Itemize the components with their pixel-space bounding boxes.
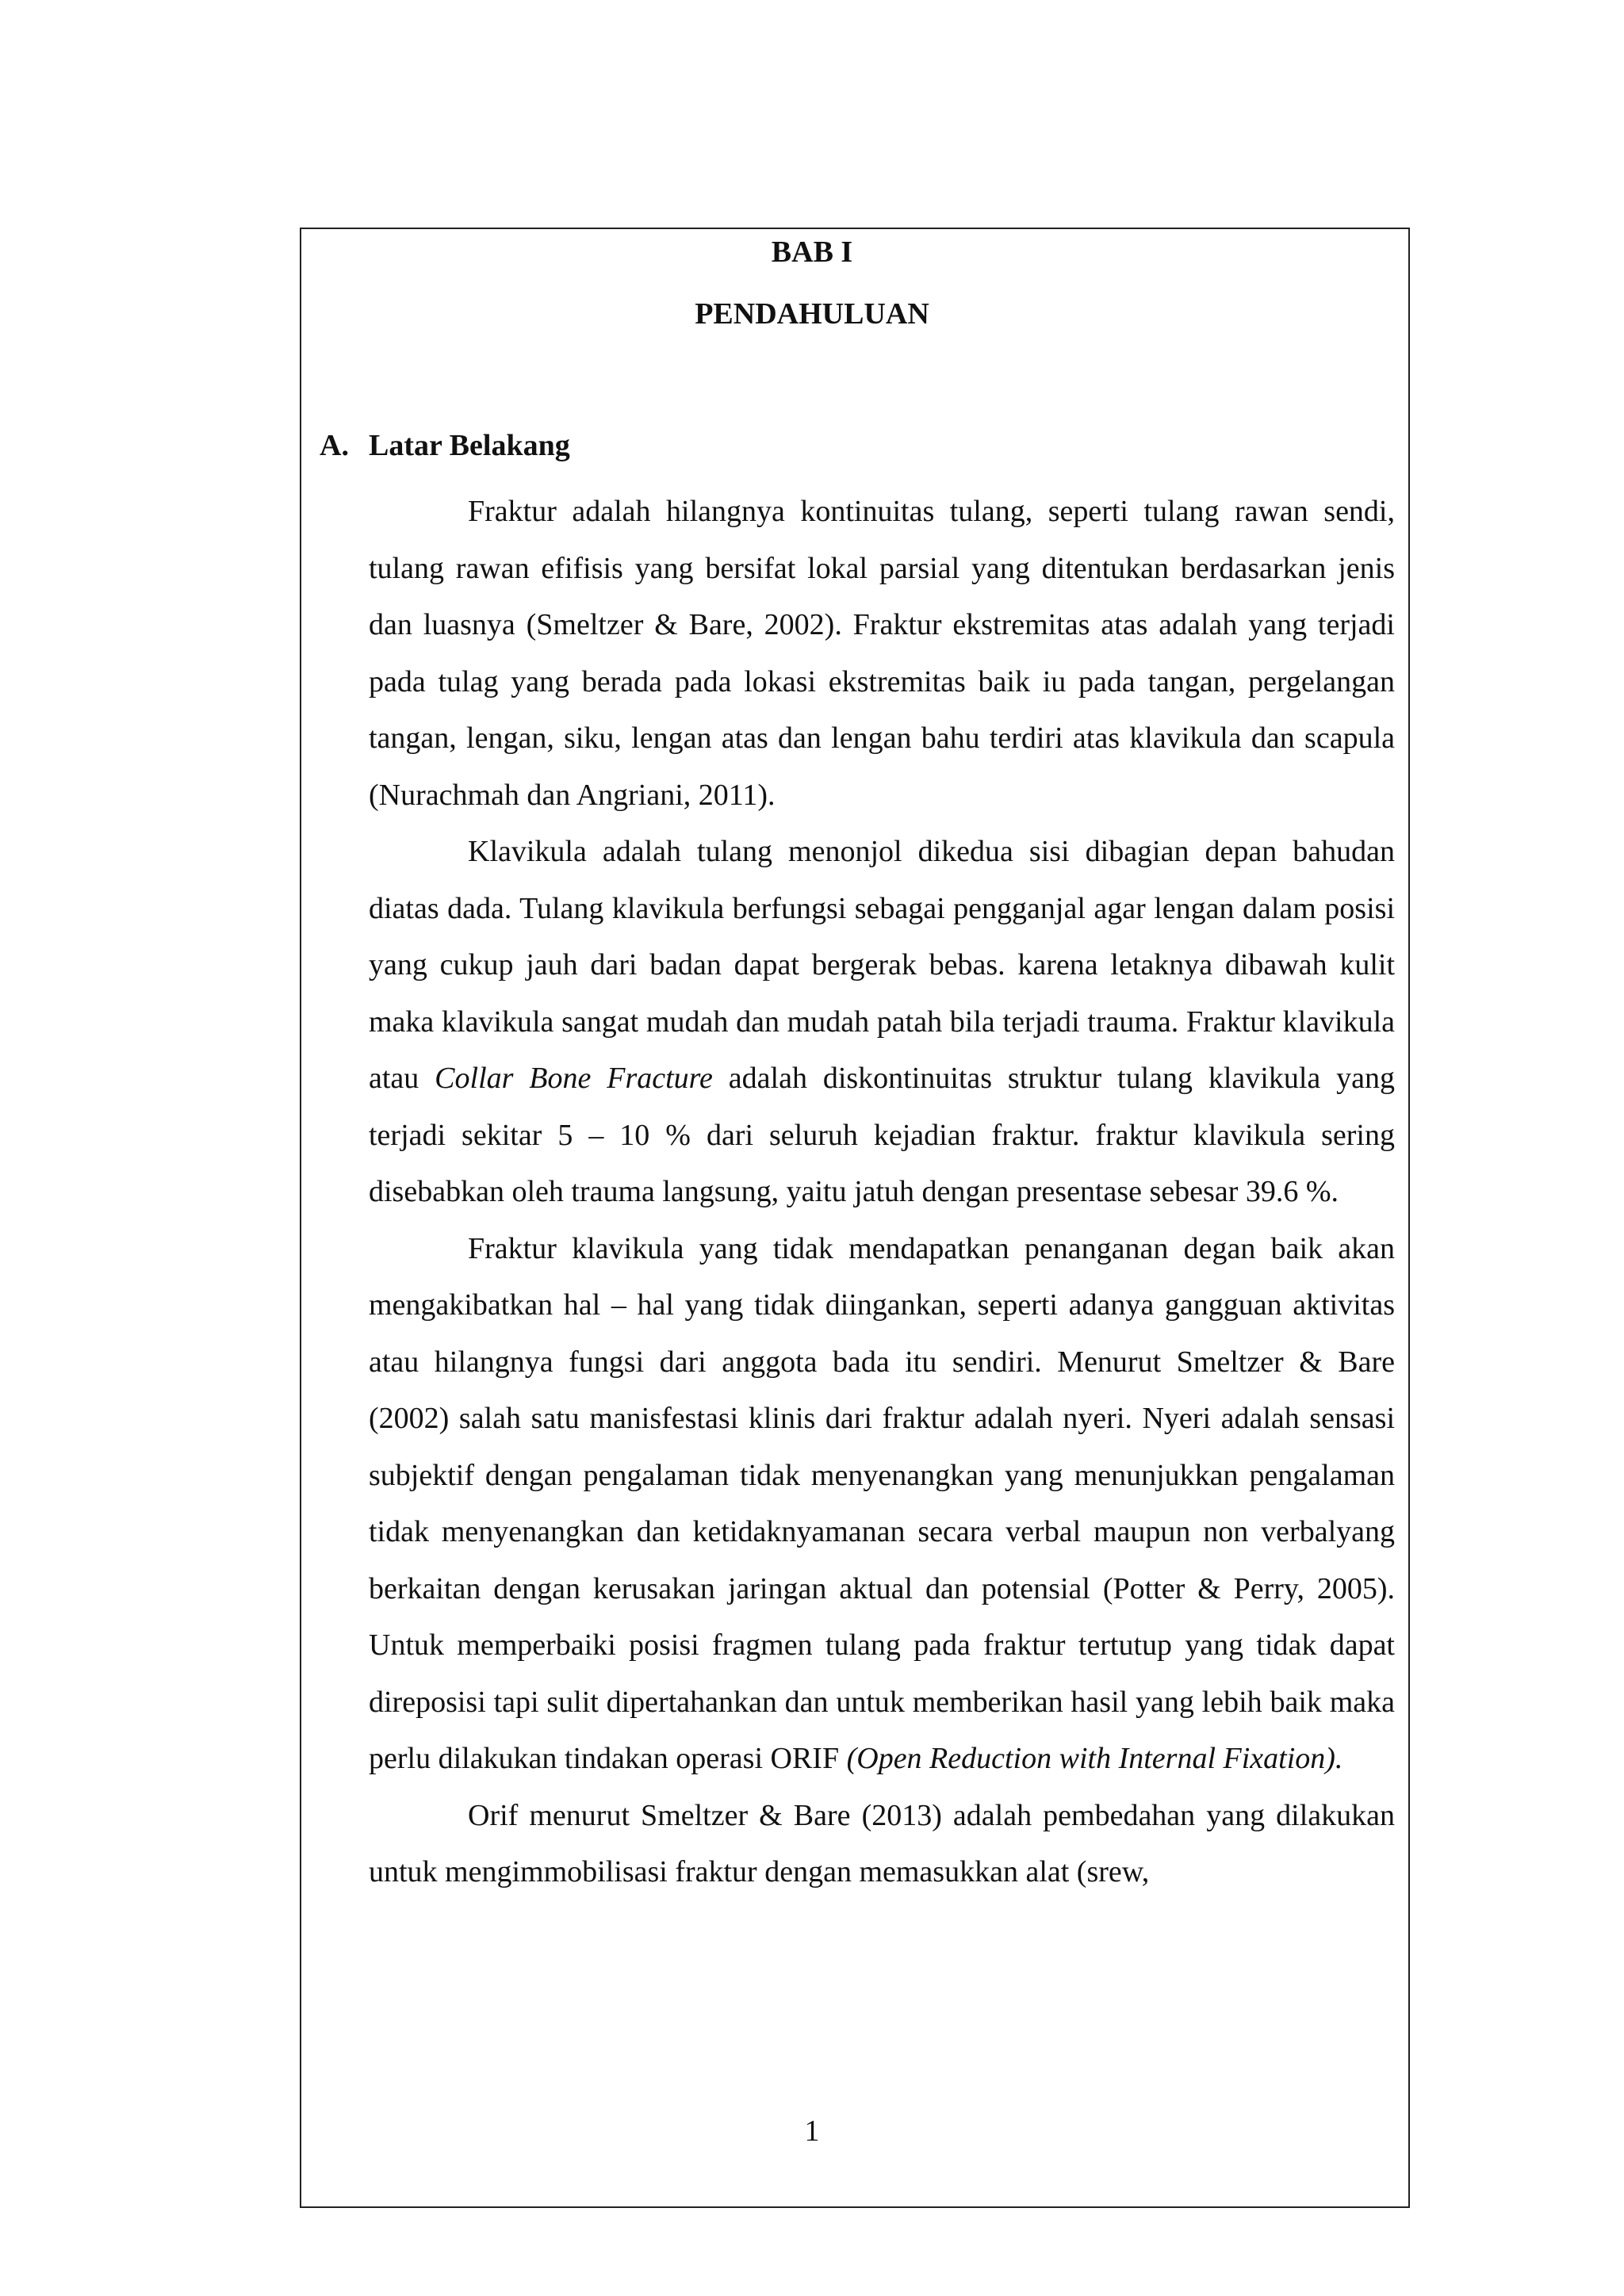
- paragraph-text: Fraktur klavikula yang tidak mendapatkan penanganan degan baik akan mengakibatkan hal – hal yang tidak diingankan, seperti adanya gangguan aktivitas atau hilangnya fungsi dari anggota bada itu sendiri. Menurut Smeltzer & Bare (2002) salah satu manisfestasi klinis dari fraktur adalah nyeri. Nyeri adalah sensasi subjektif dengan pengalaman tidak menyenangkan yang menunjukkan pengalaman tidak menyenangkan dan ketidaknyamanan secara verbal maupun non verbalyang berkaitan dengan kerusakan jaringan aktual dan potensial (Potter & Perry, 2005). Untuk memperbaiki posisi fragmen tulang pada fraktur tertutup yang tidak dapat direposisi tapi sulit dipertahankan dan untuk memberikan hasil yang lebih baik maka perlu dilakukan tindakan operasi ORIF: [369, 1231, 1395, 1775]
- paragraph-text: Orif menurut Smeltzer & Bare (2013) adalah pembedahan yang dilakukan untuk mengimmobilisasi fraktur dengan memasukkan alat (srew,: [369, 1798, 1395, 1888]
- paragraph-4: [369, 1788, 1395, 1901]
- italic-term-collar-bone-fracture: Collar Bone Fracture: [435, 1062, 713, 1095]
- paragraph-text: Klavikula adalah tulang menonjol dikedua sisi dibagian depan bahudan diatas dada. Tulang klavikula berfungsi sebagai pengganjal agar lengan dalam posisi yang cukup jauh dari badan dapat bergerak bebas. karena letaknya dibawah kulit maka klavikula sangat mudah dan mudah patah bila terjadi trauma. Fraktur klavikula atau: [369, 835, 1395, 1095]
- italic-term-orif: (Open Reduction with Internal Fixation).: [846, 1742, 1343, 1775]
- section-title: Latar Belakang: [369, 429, 570, 462]
- body-text: [369, 484, 1395, 1901]
- paragraph-2: [369, 824, 1395, 1221]
- chapter-title: PENDAHULUAN: [695, 297, 929, 331]
- paragraph-1: [369, 484, 1395, 824]
- section-number: A.: [320, 429, 349, 462]
- paragraph-text: Fraktur adalah hilangnya kontinuitas tulang, seperti tulang rawan sendi, tulang rawan efifisis yang bersifat lokal parsial yang ditentukan berdasarkan jenis dan luasnya (Smeltzer & Bare, 2002). Fraktur ekstremitas atas adalah yang terjadi pada tulag yang berada pada lokasi ekstremitas baik iu pada tangan, pergelangan tangan, lengan, siku, lengan atas dan lengan bahu terdiri atas klavikula dan scapula (Nurachmah dan Angriani, 2011).: [369, 495, 1395, 812]
- paragraph-text: adalah diskontinuitas struktur tulang klavikula yang terjadi sekitar 5 – 10 % dari seluruh kejadian fraktur. fraktur klavikula sering disebabkan oleh trauma langsung, yaitu jatuh dengan presentase sebesar 39.6 %.: [369, 1062, 1396, 1208]
- paragraph-3: [369, 1221, 1395, 1788]
- page-number: 1: [804, 2114, 820, 2148]
- section-heading: [320, 426, 570, 465]
- chapter-number: BAB I: [771, 235, 853, 269]
